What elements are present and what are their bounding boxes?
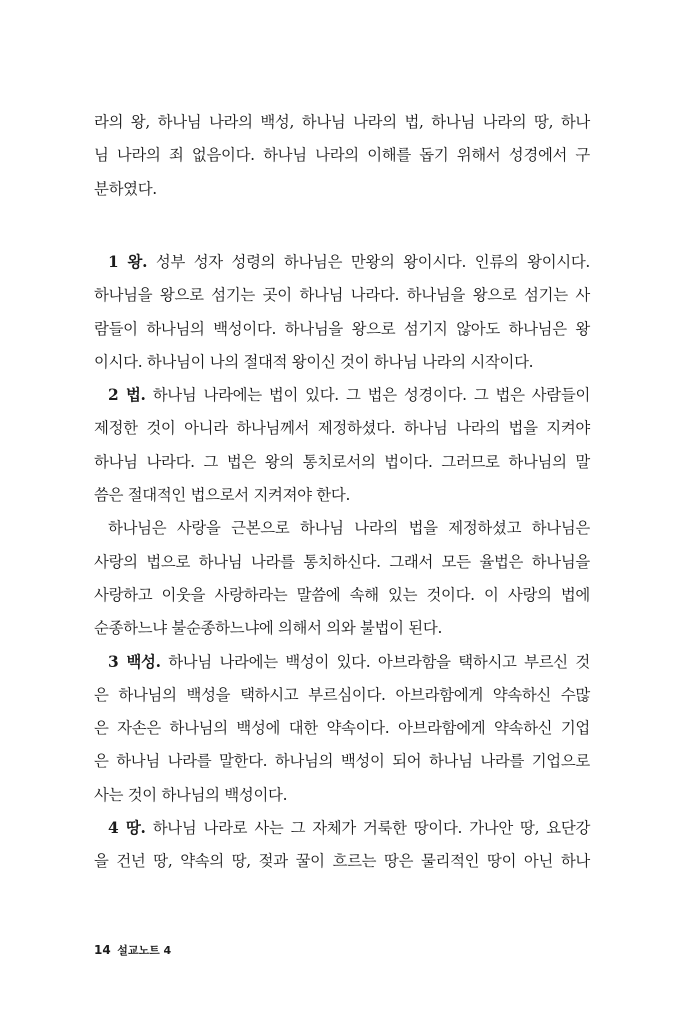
- section-land: [94, 812, 590, 879]
- section-heading: 4 땅.: [108, 819, 146, 838]
- section-heading: 2 법.: [108, 386, 146, 405]
- section-first-line: [94, 379, 590, 412]
- text-line: 하나님을 왕으로 섬기는 곳이 하나님 나라다. 하나님을 왕으로 섬기는 사: [94, 286, 590, 305]
- text-line: 분하였다.: [94, 179, 157, 198]
- text-line: 사랑하고 이웃을 사랑하라는 말씀에 속해 있는 것이다. 이 사랑의 법에: [94, 585, 590, 604]
- text-line: 사랑의 법으로 하나님 나라를 통치하신다. 그래서 모든 율법은 하나님을: [94, 552, 590, 571]
- text-line: 이시다. 하나님이 나의 절대적 왕이신 것이 하나님 나라의 시작이다.: [94, 352, 534, 371]
- text-line: 하나님 나라에는 법이 있다. 그 법은 성경이다. 그 법은 사람들이: [152, 386, 591, 405]
- section-heading: 1 왕.: [108, 253, 148, 271]
- book-title: 설교노트 4: [117, 944, 172, 957]
- text-line: 제정한 것이 아니라 하나님께서 제정하셨다. 하나님 나라의 법을 지켜야: [94, 419, 590, 438]
- text-line: 람들이 하나님의 백성이다. 하나님을 왕으로 섬기지 않아도 하나님은 왕: [94, 319, 590, 338]
- page-footer: [94, 943, 171, 958]
- text-line: 하나님 나라에는 백성이 있다. 아브라함을 택하시고 부르신 것: [168, 652, 590, 671]
- text-line: 은 하나님의 백성을 택하시고 부르심이다. 아브라함에게 약속하신 수많: [94, 685, 590, 704]
- text-line: 하나님은 사랑을 근본으로 하나님 나라의 법을 제정하셨고 하나님은: [108, 519, 590, 538]
- text-line: 순종하느냐 불순종하느냐에 의해서 의와 불법이 된다.: [94, 619, 443, 638]
- section-heading: 3 백성.: [108, 652, 161, 671]
- text-line: 하나님 나라다. 그 법은 왕의 통치로서의 법이다. 그러므로 하나님의 말: [94, 452, 590, 471]
- section-first-line: [94, 646, 590, 679]
- section-first-line: [94, 246, 590, 279]
- text-line: 라의 왕, 하나님 나라의 백성, 하나님 나라의 법, 하나님 나라의 땅, 하나: [94, 113, 590, 131]
- section-people: [94, 646, 590, 812]
- text-line: 씀은 절대적인 법으로서 지켜져야 한다.: [94, 486, 351, 505]
- text-line: 성부 성자 성령의 하나님은 만왕의 왕이시다. 인류의 왕이시다.: [155, 253, 591, 271]
- text-line: 사는 것이 하나님의 백성이다.: [94, 785, 288, 804]
- section-king: [94, 246, 590, 379]
- text-line: 은 자손은 하나님의 백성에 대한 약속이다. 아브라함에게 약속하신 기업: [94, 719, 590, 738]
- section-law: [94, 379, 590, 645]
- text-line: 을 건넌 땅, 약속의 땅, 젖과 꿀이 흐르는 땅은 물리적인 땅이 아닌 하나: [94, 852, 590, 871]
- text-line: 은 하나님 나라를 말한다. 하나님의 백성이 되어 하나님 나라를 기업으로: [94, 752, 590, 771]
- intro-paragraph: [94, 106, 590, 206]
- text-line: 하나님 나라로 사는 그 자체가 거룩한 땅이다. 가나안 땅, 요단강: [152, 819, 591, 838]
- page-number: 14: [94, 943, 111, 957]
- main-body: [94, 246, 590, 879]
- text-line: 님 나라의 죄 없음이다. 하나님 나라의 이해를 돕기 위해서 성경에서 구: [94, 146, 590, 165]
- section-first-line: [94, 812, 590, 845]
